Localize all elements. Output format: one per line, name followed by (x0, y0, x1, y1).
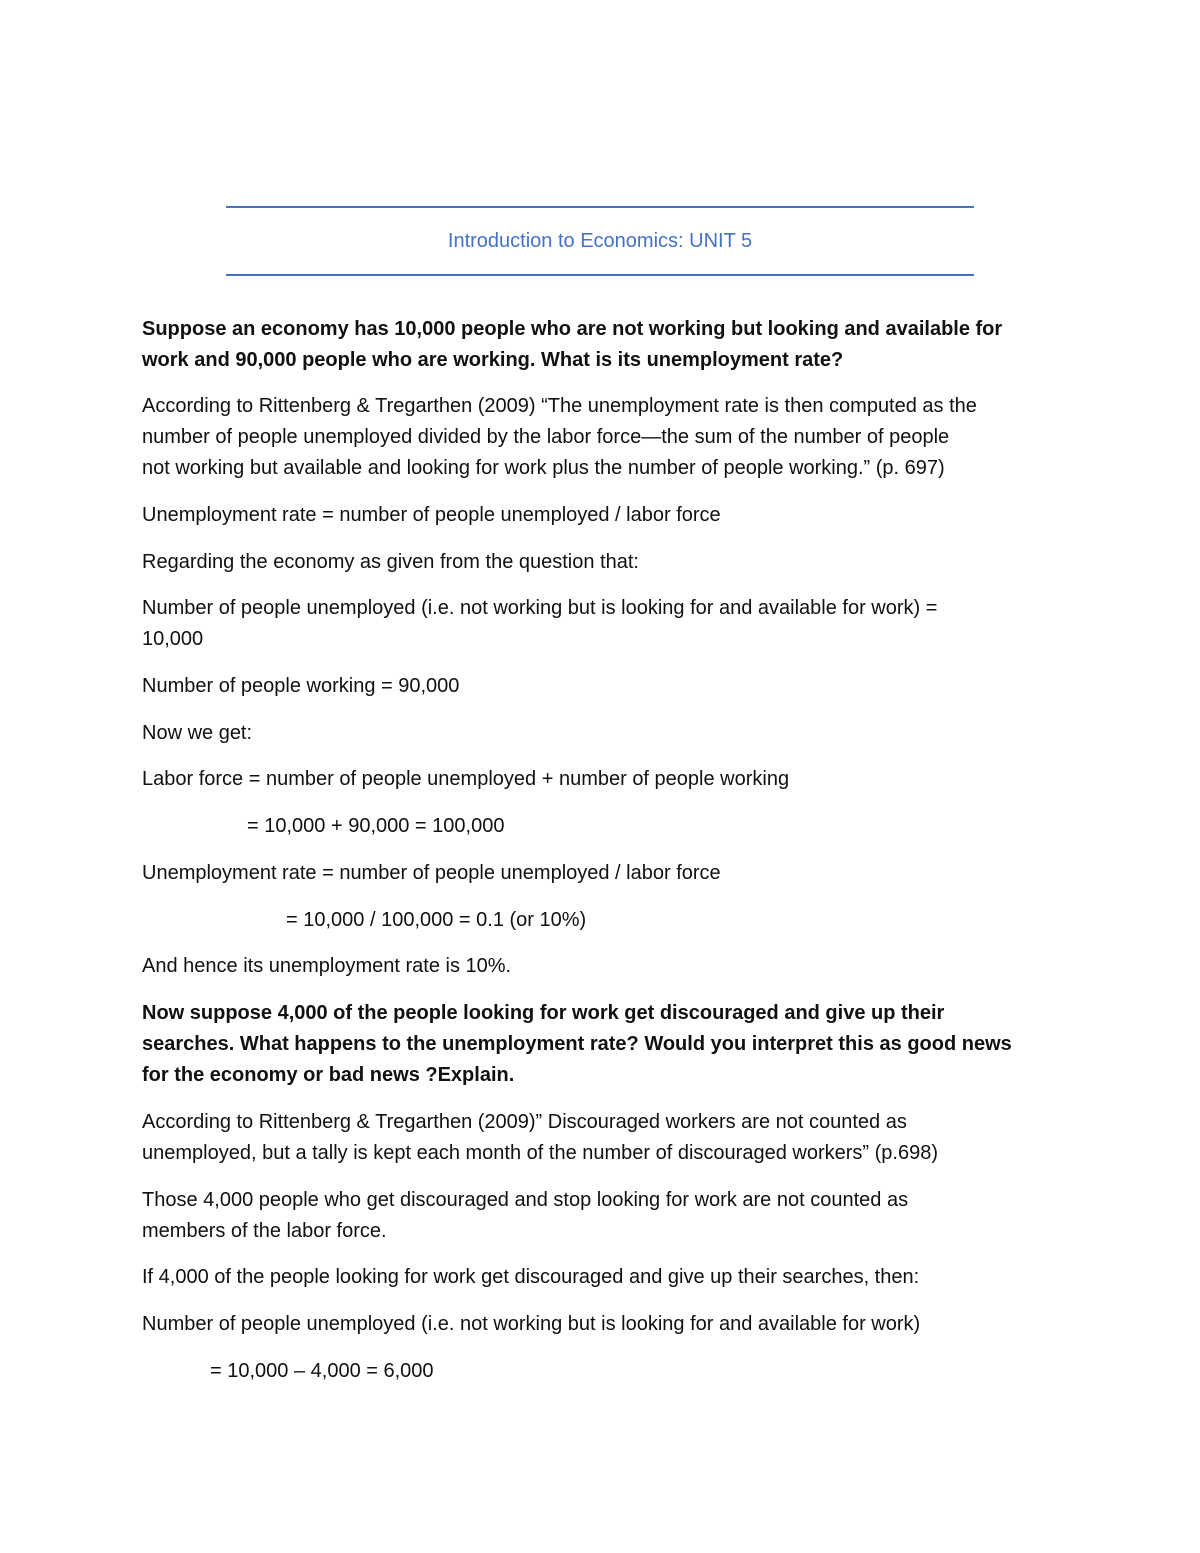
labor-force-formula: Labor force = number of people unemployed + number of people working (142, 768, 790, 790)
unemployed-line-1: Number of people unemployed (i.e. not working but is looking for and available for work) = (142, 597, 938, 619)
unemployment-rate-formula-2: Unemployment rate = number of people unemployed / labor force (142, 862, 721, 884)
discouraged-line-2: members of the labor force. (142, 1220, 387, 1242)
labor-force-calculation: = 10,000 + 90,000 = 100,000 (247, 815, 505, 837)
question-2-line-1: Now suppose 4,000 of the people looking for work get discouraged and give up their (142, 1002, 945, 1024)
discouraged-line-1: Those 4,000 people who get discouraged and stop looking for work are not counted as (142, 1189, 909, 1211)
now-we-get: Now we get: (142, 722, 253, 744)
working-line: Number of people working = 90,000 (142, 675, 460, 697)
quote-1-line-1: According to Rittenberg & Tregarthen (2009) “The unemployment rate is then computed as the (142, 395, 977, 417)
paragraph-regarding: Regarding the economy as given from the question that: (142, 551, 639, 573)
quote-2-line-2: unemployed, but a tally is kept each month of the number of discouraged workers” (p.698) (142, 1142, 938, 1164)
unemployed-after-calculation: = 10,000 – 4,000 = 6,000 (210, 1360, 434, 1382)
unemployment-rate-calculation: = 10,000 / 100,000 = 0.1 (or 10%) (286, 909, 587, 931)
quote-1-line-3: not working but available and looking for work plus the number of people working.” (p. 697) (142, 457, 945, 479)
document-title: Introduction to Economics: UNIT 5 (447, 230, 753, 252)
formula-unemployment-rate: Unemployment rate = number of people unemployed / labor force (142, 504, 721, 526)
unemployed-line-2: 10,000 (142, 628, 204, 650)
quote-2-line-1: According to Rittenberg & Tregarthen (2009)” Discouraged workers are not counted as (142, 1111, 907, 1133)
question-2-line-2: searches. What happens to the unemployment rate? Would you interpret this as good news (142, 1033, 1012, 1055)
question-1-line-2: work and 90,000 people who are working. What is its unemployment rate? (142, 349, 844, 371)
conclusion-1: And hence its unemployment rate is 10%. (142, 955, 512, 977)
title-rule-top (226, 206, 974, 208)
question-2-line-3: for the economy or bad news ?Explain. (142, 1064, 515, 1086)
unemployed-after-line: Number of people unemployed (i.e. not working but is looking for and available for work) (142, 1313, 921, 1335)
question-1-line-1: Suppose an economy has 10,000 people who are not working but looking and available for (142, 318, 1003, 340)
title-rule-bottom (226, 274, 974, 276)
if-discouraged-line: If 4,000 of the people looking for work get discouraged and give up their searches, then: (142, 1266, 920, 1288)
quote-1-line-2: number of people unemployed divided by the labor force—the sum of the number of people (142, 426, 950, 448)
